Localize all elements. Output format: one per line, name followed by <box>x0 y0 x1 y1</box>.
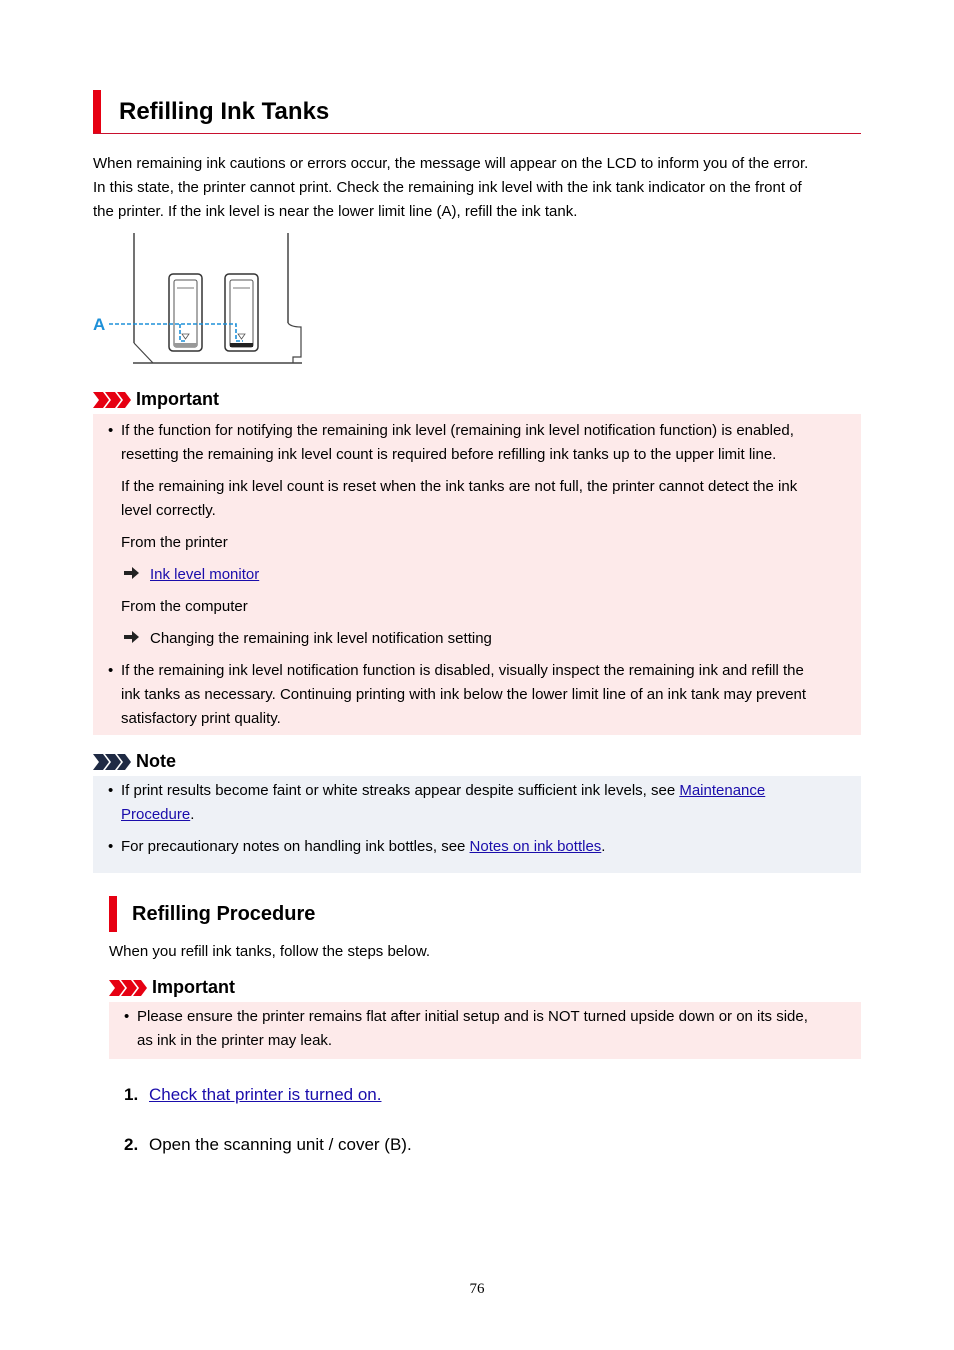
note-text-post: . <box>601 838 606 855</box>
intro-paragraph <box>93 152 863 224</box>
page-title: Refilling Ink Tanks <box>119 98 330 125</box>
note-text <box>121 835 605 859</box>
step-number: 2. <box>124 1135 139 1154</box>
important-heading <box>93 388 393 410</box>
important-text: Please ensure the printer remains flat after initial setup and is NOT turned upside down or on its side, <box>137 1008 808 1025</box>
important-chevrons-icon <box>109 980 149 996</box>
figure-label-a: A <box>93 315 106 334</box>
procedure-intro: When you refill ink tanks, follow the steps below. <box>109 943 430 960</box>
ink-tank-figure <box>93 233 303 365</box>
page-title-header <box>93 90 861 134</box>
section-heading <box>109 896 409 932</box>
important-text: as ink in the printer may leak. <box>137 1032 333 1049</box>
bullet-dot: • <box>124 1008 130 1025</box>
bullet-dot: • <box>108 838 114 855</box>
important-box <box>93 414 861 735</box>
bullet-dot: • <box>108 782 114 799</box>
page-number: 76 <box>469 1281 485 1297</box>
note-text-pre: If print results become faint or white streaks appear despite sufficient ink levels, see <box>121 782 680 799</box>
note-text-pre: For precautionary notes on handling ink bottles, see <box>121 838 470 855</box>
section-title: Refilling Procedure <box>132 903 316 925</box>
important-heading-text: Important <box>152 977 235 997</box>
important-text: level correctly. <box>121 502 216 519</box>
section-accent-bar <box>109 896 117 932</box>
note-text-post: . <box>190 806 195 823</box>
intro-line: In this state, the printer cannot print. Check the remaining ink level with the ink tank indicator on the front of <box>93 179 802 196</box>
note-box <box>93 776 861 873</box>
note-heading-text: Note <box>136 751 176 771</box>
bullet-dot: • <box>108 422 114 439</box>
ink-level-monitor-link[interactable]: Ink level monitor <box>150 566 260 583</box>
important-text: If the remaining ink level count is reset when the ink tanks are not full, the printer cannot detect the ink <box>121 478 798 495</box>
note-text <box>121 779 765 803</box>
important-text: ink tanks as necessary. Continuing printing with ink below the lower limit line of an ink tank may prevent <box>121 686 807 703</box>
notes-on-ink-bottles-link[interactable]: Notes on ink bottles <box>469 838 602 855</box>
important-chevrons-icon <box>93 392 133 408</box>
changing-setting-text: Changing the remaining ink level notification setting <box>150 630 492 647</box>
important-text: resetting the remaining ink level count is required before refilling ink tanks up to the upper limit line. <box>121 446 777 463</box>
check-printer-on-link[interactable]: Check that printer is turned on. <box>149 1085 382 1104</box>
note-chevrons-icon <box>93 754 133 770</box>
step-text: Open the scanning unit / cover (B). <box>149 1135 412 1154</box>
important-text: If the remaining ink level notification function is disabled, visually inspect the remaining ink and refill the <box>121 662 804 679</box>
maintenance-procedure-link[interactable]: Maintenance <box>679 782 766 799</box>
ink-tank-illustration <box>93 233 303 365</box>
from-computer-label: From the computer <box>121 598 248 615</box>
important-text: satisfactory print quality. <box>121 710 281 727</box>
note-text <box>121 803 194 827</box>
important-box <box>109 1002 861 1059</box>
right-arrow-icon <box>124 627 140 651</box>
note-heading <box>93 750 393 772</box>
step-number: 1. <box>124 1085 139 1104</box>
from-printer-label: From the printer <box>121 534 228 551</box>
important-heading <box>109 976 409 998</box>
right-arrow-icon <box>124 563 140 587</box>
bullet-dot: • <box>108 662 114 679</box>
important-heading-text: Important <box>136 389 219 409</box>
important-text: If the function for notifying the remaining ink level (remaining ink level notification function) is enabled, <box>121 422 794 439</box>
maintenance-procedure-link[interactable]: Procedure <box>121 806 191 823</box>
title-accent-bar <box>93 90 101 133</box>
intro-line: When remaining ink cautions or errors occur, the message will appear on the LCD to inform you of the error. <box>93 155 809 172</box>
intro-line: the printer. If the ink level is near the lower limit line (A), refill the ink tank. <box>93 203 578 220</box>
